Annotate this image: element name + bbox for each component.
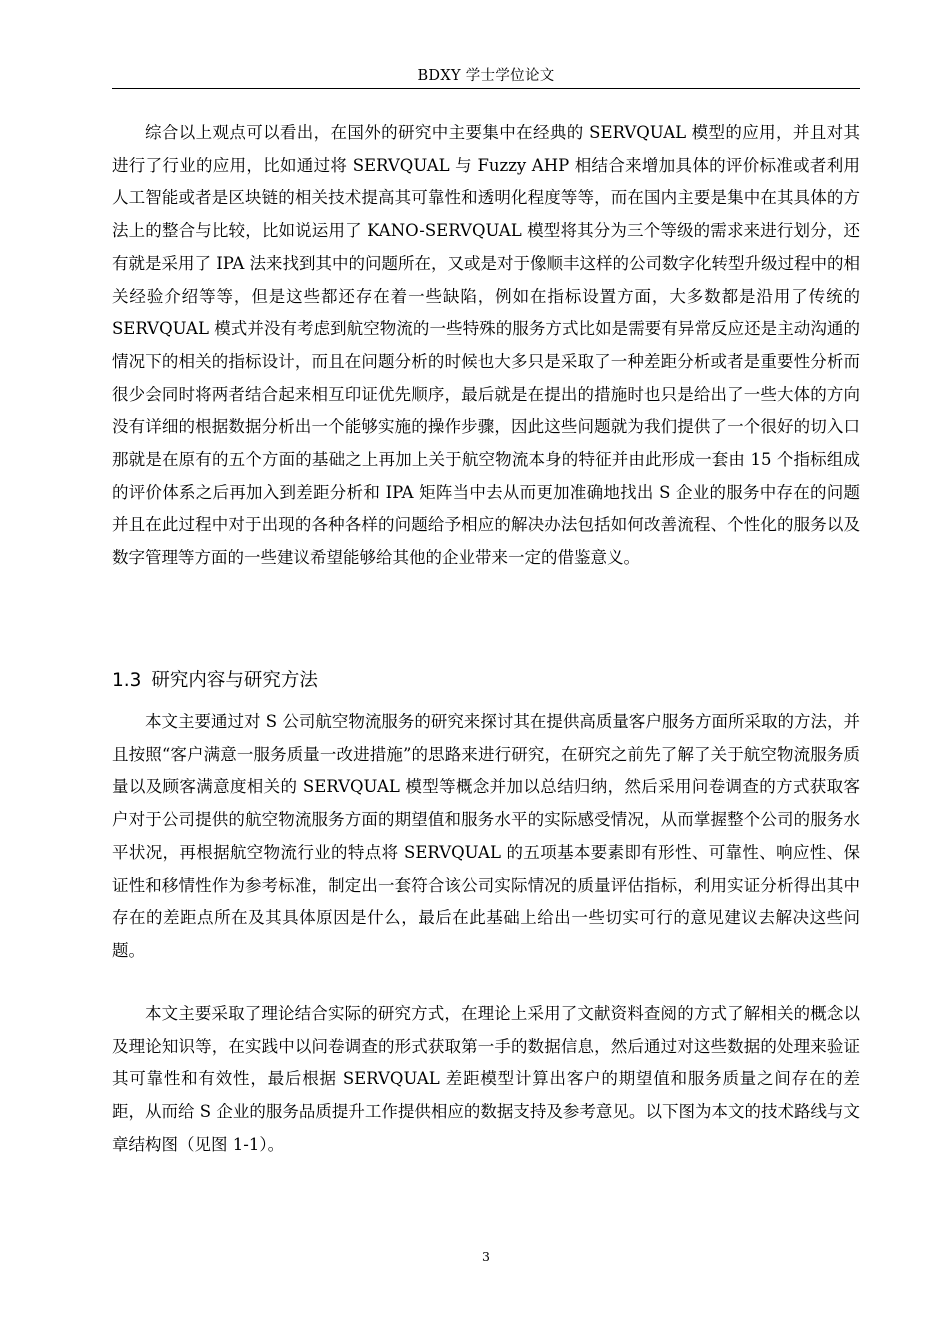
body-paragraph-1: 综合以上观点可以看出，在国外的研究中主要集中在经典的 SERVQUAL 模型的应用，并且对其进行了行业的应用，比如通过将 SERVQUAL 与 Fuzzy AHP 相结合来增加具体的评价标准或者利用人工智能或者是区块链的相关技术提高其可靠性和透明化程度等等，而在国内主要是集中在其具体的方法上的整合与比较，比如说运用了 KANO-SERVQUAL 模型将其分为三个等级的需求来进行划分，还有就是采用了 IPA 法来找到其中的问题所在，又或是对于像顺丰这样的公司数字化转型升级过程中的相关经验介绍等等，但是这些都还存在着一些缺陷，例如在指标设置方面，大多数都是沿用了传统的 SERVQUAL 模式并没有考虑到航空物流的一些特殊的服务方式比如是需要有异常反应还是主动沟通的情况下的相关的指标设计，而且在问题分析的时候也大多只是采取了一种差距分析或者是重要性分析而很少会同时将两者结合起来相互印证优先顺序，最后就是在提出的措施时也只是给出了一些大体的方向没有详细的根据数据分析出一个能够实施的操作步骤，因此这些问题就为我们提供了一个很好的切入口那就是在原有的五个方面的基础之上再加上关于航空物流本身的特征并由此形成一套由 15 个指标组成的评价体系之后再加入到差距分析和 IPA 矩阵当中去从而更加准确地找出 S 企业的服务中存在的问题并且在此过程中对于出现的各种各样的问题给予相应的解决办法包括如何改善流程、个性化的服务以及数字管理等方面的一些建议希望能够给其他的企业带来一定的借鉴意义。 <box>112 123 861 568</box>
section-title: 研究内容与研究方法 <box>151 670 318 691</box>
body-paragraph-2: 本文主要通过对 S 公司航空物流服务的研究来探讨其在提供高质量客户服务方面所采取的方法，并且按照“客户满意一服务质量一改进措施”的思路来进行研究，在研究之前先了解了关于航空物流服务质量以及顾客满意度相关的 SERVQUAL 模型等概念并加以总结归纳，然后采用问卷调查的方式获取客户对于公司提供的航空物流服务方面的期望值和服务水平的实际感受情况，从而掌握整个公司的服务水平状况，再根据航空物流行业的特点将 SERVQUAL 的五项基本要素即有形性、可靠性、响应性、保证性和移情性作为参考标准，制定出一套符合该公司实际情况的质量评估指标，利用实证分析得出其中存在的差距点所在及其具体原因是什么，最后在此基础上给出一些切实可行的意见建议去解决这些问题。 <box>112 712 860 960</box>
section-number: 1.3 <box>112 670 142 691</box>
body-paragraph-3: 本文主要采取了理论结合实际的研究方式，在理论上采用了文献资料查阅的方式了解相关的概念以及理论知识等，在实践中以问卷调查的形式获取第一手的数据信息，然后通过对这些数据的处理来验证其可靠性和有效性，最后根据 SERVQUAL 差距模型计算出客户的期望值和服务质量之间存在的差距，从而给 S 企业的服务品质提升工作提供相应的数据支持及参考意见。以下图为本文的技术路线与文章结构图（见图 1-1）。 <box>112 1004 860 1154</box>
header-divider <box>112 88 860 89</box>
section-heading <box>112 668 318 694</box>
running-header: BDXY 学士学位论文 <box>417 68 555 84</box>
page-number: 3 <box>482 1249 490 1264</box>
